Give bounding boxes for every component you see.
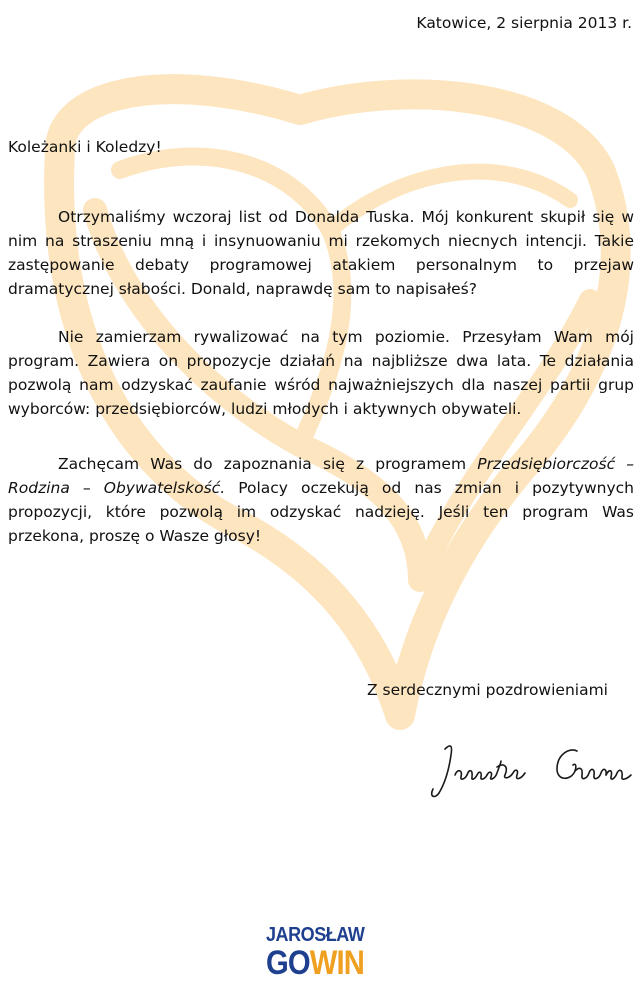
signature-icon bbox=[425, 735, 640, 805]
paragraph-text: Zachęcam Was do zapoznania się z programem bbox=[58, 455, 478, 473]
logo-name: JAROSŁAW bbox=[266, 924, 365, 946]
paragraph-text: Polacy oczekują od nas zmian i pozytywnych propozycji, które pozwolą im odzyskać nadzieję. Jeśli ten program Was przekona, proszę o Wasze głosy! bbox=[8, 479, 634, 545]
program-title: Przedsiębiorczość – Rodzina – Obywatelskość. bbox=[8, 455, 634, 497]
logo-surname-part: GO bbox=[266, 944, 310, 982]
letter-paragraph: Otrzymaliśmy wczoraj list od Donalda Tuska. Mój konkurent skupił się w nim na straszeniu mną i insynuowaniu mi rzekomych niecnych intencji. Takie zastępowanie debaty programowej atakiem personalnym to przejaw dramatycznej słabości. Donald, naprawdę sam to napisałeś? bbox=[8, 208, 634, 298]
logo-surname-part: WIN bbox=[309, 944, 365, 982]
letter-paragraph: Nie zamierzam rywalizować na tym poziomie. Przesyłam Wam mój program. Zawiera on propozycje działań na najbliższe dwa lata. Te działania pozwolą nam odzyskać zaufanie wśród najważniejszych dla naszej partii grup wyborców: przedsiębiorców, ludzi młodych i aktywnych obywateli. bbox=[8, 328, 634, 418]
letter-date: Katowice, 2 sierpnia 2013 r. bbox=[416, 14, 632, 32]
letter-paragraph bbox=[8, 452, 634, 548]
letter-salutation: Koleżanki i Koledzy! bbox=[8, 138, 162, 156]
letter-closing: Z serdecznymi pozdrowieniami bbox=[367, 681, 608, 699]
logo-surname bbox=[266, 944, 365, 982]
campaign-logo bbox=[266, 924, 366, 980]
